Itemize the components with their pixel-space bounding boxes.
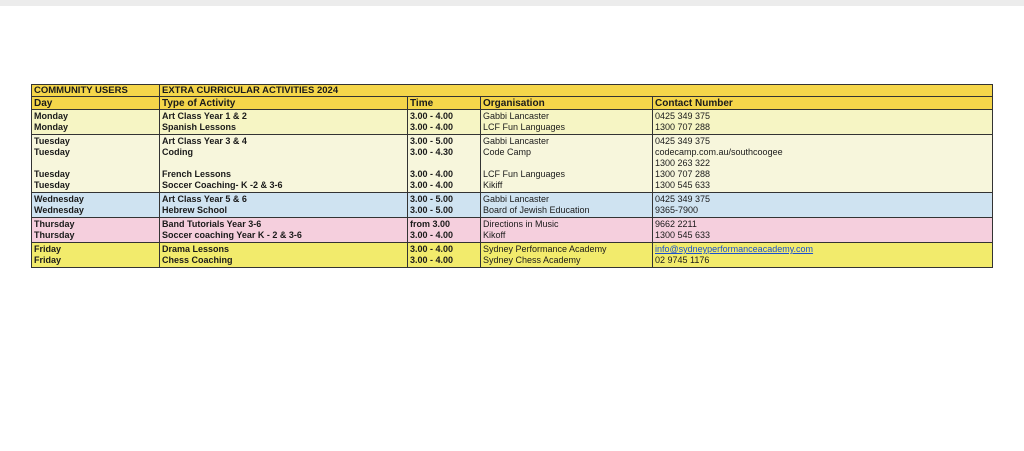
org-name: Gabbi Lancaster [483,136,550,146]
contact-value: codecamp.com.au/southcoogee [655,147,783,157]
contact-value: 0425 349 375 [655,111,711,121]
time-value: 3.00 - 4.00 [410,180,454,190]
time-cell [408,243,481,268]
spacer [162,158,405,169]
contact-cell [653,243,993,268]
org-cell [481,218,653,243]
day-label: Wednesday [34,205,84,215]
title-row [32,85,993,97]
activity-cell [160,193,408,218]
activity-label: Art Class Year 1 & 2 [162,111,247,121]
activity-label: Band Tutorials Year 3-6 [162,219,262,229]
contact-value: 02 9745 1176 [655,255,710,265]
contact-value: 1300 545 633 [655,230,711,240]
header-activity: Type of Activity [160,97,408,110]
activity-label: Hebrew School [162,205,228,215]
day-label: Tuesday [34,147,70,157]
org-name: Board of Jewish Education [483,205,590,215]
day-label: Thursday [34,219,75,229]
activity-label: Drama Lessons [162,244,230,254]
day-label: Thursday [34,230,75,240]
time-value: 3.00 - 4.00 [410,230,454,240]
contact-value: 1300 707 288 [655,122,711,132]
scan-top-edge [0,0,1024,6]
group-monday [32,110,993,135]
title-community-users: COMMUNITY USERS [32,85,160,97]
org-name: Directions in Music [483,219,559,229]
header-row [32,97,993,110]
time-value: 3.00 - 4.00 [410,122,454,132]
activity-cell [160,243,408,268]
group-wednesday [32,193,993,218]
time-cell [408,218,481,243]
spacer [410,158,478,169]
contact-value: 0425 349 375 [655,136,711,146]
time-value: 3.00 - 5.00 [410,205,454,215]
day-label: Tuesday [34,169,70,179]
time-cell [408,110,481,135]
day-label: Tuesday [34,136,70,146]
time-value: 3.00 - 4.00 [410,255,454,265]
day-label: Tuesday [34,180,70,190]
header-organisation: Organisation [481,97,653,110]
time-value: 3.00 - 4.00 [410,244,454,254]
group-thursday [32,218,993,243]
time-value: from 3.00 [410,219,451,229]
activity-label: Chess Coaching [162,255,233,265]
activity-cell [160,218,408,243]
activities-table [31,84,993,268]
org-name: LCF Fun Languages [483,122,566,132]
email-link[interactable]: info@sydneyperformanceacademy.com [655,244,814,254]
activity-label: Soccer Coaching- K -2 & 3-6 [162,180,283,190]
spacer [483,158,650,169]
time-value: 3.00 - 5.00 [410,194,454,204]
group-friday [32,243,993,268]
contact-value: 9662 2211 [655,219,697,229]
org-cell [481,135,653,193]
time-cell [408,135,481,193]
group-tuesday [32,135,993,193]
activity-label: French Lessons [162,169,232,179]
header-contact: Contact Number [653,97,993,110]
org-name: Gabbi Lancaster [483,194,550,204]
header-day: Day [32,97,160,110]
activity-label: Art Class Year 5 & 6 [162,194,247,204]
day-cell [32,218,160,243]
contact-value: 0425 349 375 [655,194,711,204]
time-value: 3.00 - 4.00 [410,111,454,121]
time-value: 3.00 - 4.00 [410,169,454,179]
org-name: Code Camp [483,147,532,157]
day-label: Monday [34,111,69,121]
contact-value: 1300 263 322 [655,158,711,168]
activities-sheet [31,84,992,299]
org-name: LCF Fun Languages [483,169,566,179]
contact-value: 9365-7900 [655,205,699,215]
activity-cell [160,110,408,135]
contact-cell [653,135,993,193]
contact-value: 1300 545 633 [655,180,711,190]
activity-cell [160,135,408,193]
contact-cell [653,218,993,243]
spacer [34,158,157,169]
org-name: Kikiff [483,180,503,190]
contact-cell [653,193,993,218]
day-label: Friday [34,244,62,254]
day-cell [32,193,160,218]
org-name: Gabbi Lancaster [483,111,550,121]
org-cell [481,110,653,135]
day-label: Monday [34,122,69,132]
time-cell [408,193,481,218]
activity-label: Spanish Lessons [162,122,237,132]
time-value: 3.00 - 4.30 [410,147,454,157]
activity-label: Coding [162,147,193,157]
org-name: Kikoff [483,230,506,240]
org-cell [481,193,653,218]
activity-label: Soccer coaching Year K - 2 & 3-6 [162,230,302,240]
day-cell [32,135,160,193]
org-cell [481,243,653,268]
contact-cell [653,110,993,135]
activity-label: Art Class Year 3 & 4 [162,136,247,146]
org-name: Sydney Chess Academy [483,255,581,265]
day-label: Friday [34,255,62,265]
title-extra-curricular: EXTRA CURRICULAR ACTIVITIES 2024 [160,85,993,97]
org-name: Sydney Performance Academy [483,244,607,254]
day-cell [32,110,160,135]
header-time: Time [408,97,481,110]
day-label: Wednesday [34,194,84,204]
contact-value: 1300 707 288 [655,169,711,179]
time-value: 3.00 - 5.00 [410,136,454,146]
day-cell [32,243,160,268]
